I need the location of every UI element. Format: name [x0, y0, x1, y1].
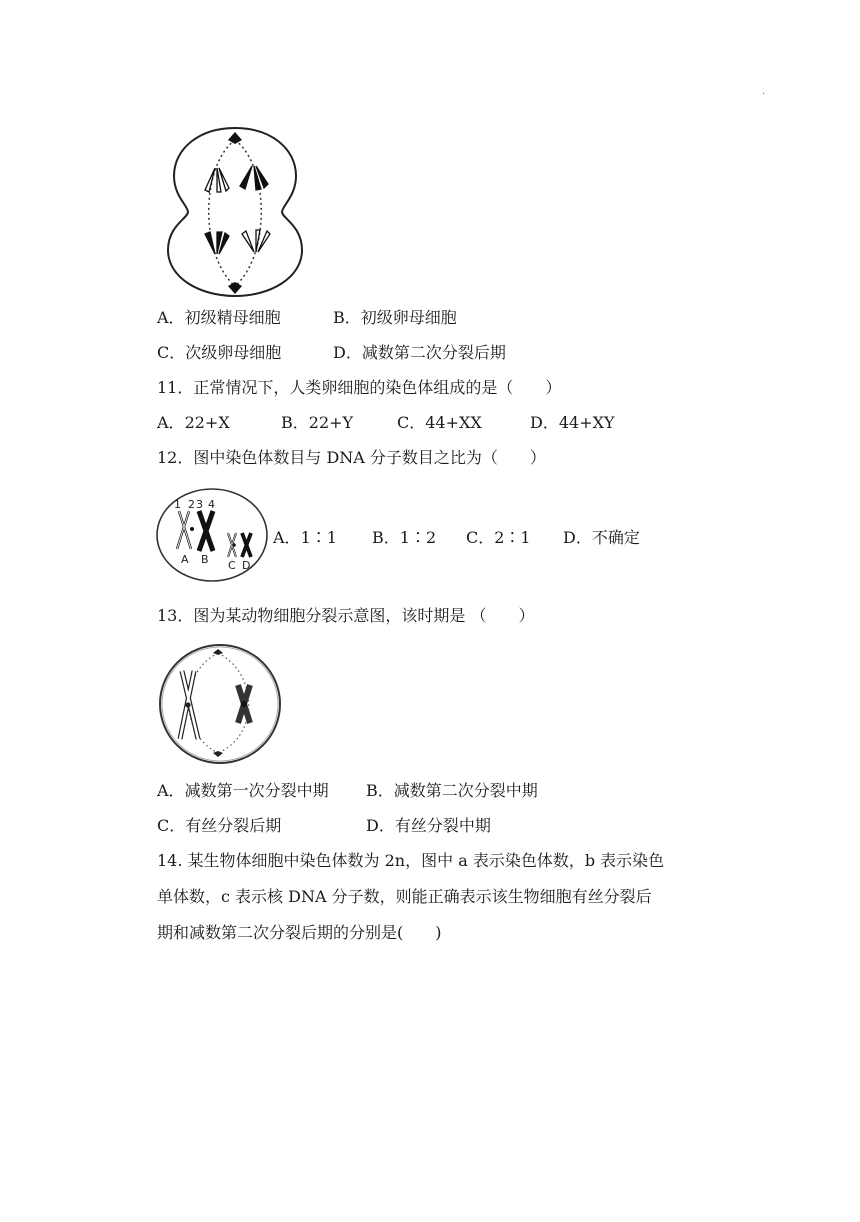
corner-mark: .: [762, 86, 766, 97]
q13-option-b: B．减数第二次分裂中期: [366, 781, 538, 800]
label-3: 3: [196, 498, 203, 511]
q11-stem: 11．正常情况下，人类卵细胞的染色体组成的是（ ）: [157, 378, 562, 397]
q12-option-d: D．不确定: [563, 528, 640, 547]
q10-option-d: D．减数第二次分裂后期: [333, 343, 506, 362]
label-c: C: [228, 559, 236, 572]
q11-option-a: A．22+X: [157, 413, 230, 432]
q10-cell-figure: [160, 126, 310, 298]
label-2: 2: [188, 498, 195, 511]
q13-stem: 13．图为某动物细胞分裂示意图，该时期是 （ ）: [157, 606, 535, 625]
label-4: 4: [208, 498, 215, 511]
q14-line-2: 单体数，c 表示核 DNA 分子数，则能正确表示该生物细胞有丝分裂后: [157, 887, 652, 906]
q12-option-a: A．1∶1: [273, 528, 337, 547]
q11-option-b: B．22+Y: [281, 413, 354, 432]
q10-option-c: C．次级卵母细胞: [157, 343, 282, 362]
q13-option-c: C．有丝分裂后期: [157, 816, 282, 835]
label-d: D: [242, 559, 251, 572]
q12-option-b: B．1∶2: [372, 528, 437, 547]
q13-option-d: D．有丝分裂中期: [366, 816, 491, 835]
q11-option-c: C．44+XX: [397, 413, 482, 432]
q10-option-a: A．初级精母细胞: [157, 308, 281, 327]
label-a: A: [181, 553, 189, 566]
q11-option-d: D．44+XY: [530, 413, 615, 432]
q12-option-c: C．2∶1: [466, 528, 531, 547]
q12-stem: 12．图中染色体数目与 DNA 分子数目之比为（ ）: [157, 448, 546, 467]
q12-chromosome-figure: [155, 487, 269, 583]
q13-cell-figure: [158, 643, 282, 765]
q13-option-a: A．减数第一次分裂中期: [157, 781, 329, 800]
q14-line-3: 期和减数第二次分裂后期的分别是( ): [157, 923, 442, 942]
label-b: B: [201, 553, 209, 566]
label-1: 1: [174, 498, 181, 511]
q14-line-1: 14. 某生物体细胞中染色体数为 2n，图中 a 表示染色体数，b 表示染色: [157, 851, 665, 870]
q10-option-b: B．初级卵母细胞: [333, 308, 457, 327]
